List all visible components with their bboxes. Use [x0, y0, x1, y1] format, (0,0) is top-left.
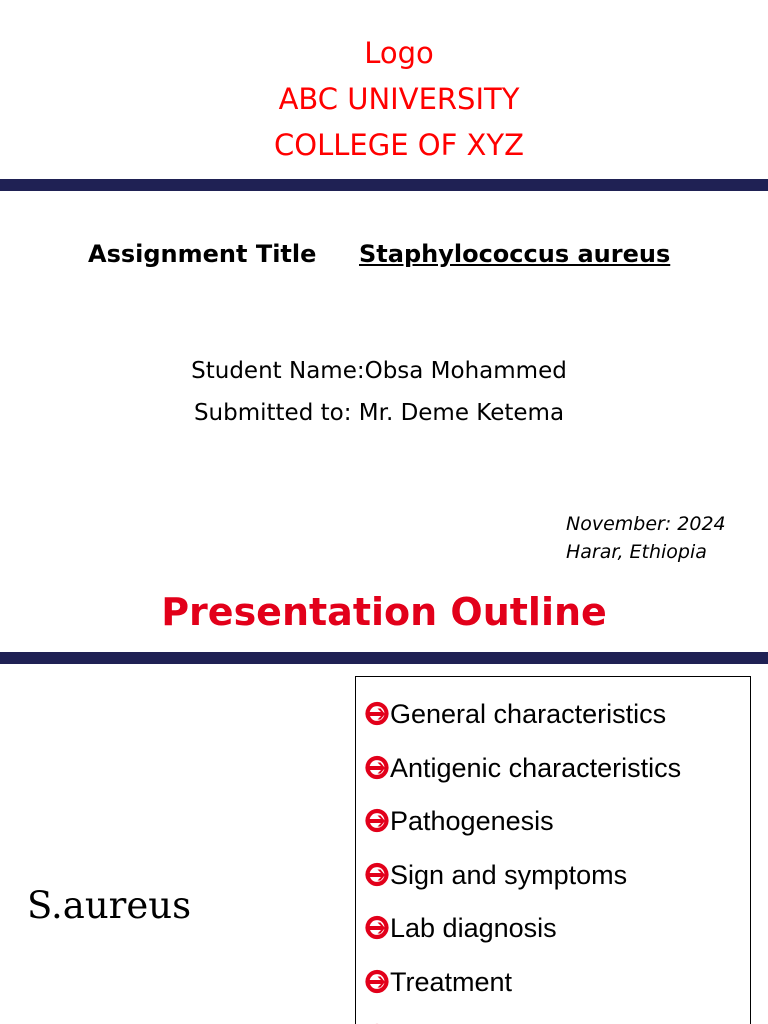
outline-item — [365, 699, 681, 753]
outline-item — [365, 967, 681, 1021]
outline-item-label: General characteristics — [390, 699, 667, 729]
university-name: ABC UNIVERSITY — [278, 82, 520, 116]
student-info — [0, 350, 758, 434]
subject-label: S.aureus — [27, 884, 192, 927]
submitted-to: Submitted to: Mr. Deme Ketema — [193, 400, 565, 426]
submission-place: Harar, Ethiopia — [566, 541, 707, 563]
outline-title: Presentation Outline — [161, 590, 607, 634]
arrow-bullet-icon — [365, 755, 390, 781]
header-block — [0, 30, 768, 168]
outline-item — [365, 806, 681, 860]
outline-item-label: Sign and symptoms — [390, 859, 628, 890]
assignment-title: Staphylococcus aureus — [359, 240, 671, 268]
college-name: COLLEGE OF XYZ — [274, 128, 524, 162]
outline-item — [365, 913, 681, 967]
submission-date: November: 2024 — [566, 513, 726, 535]
outline-item — [365, 753, 681, 807]
header-divider — [0, 179, 768, 191]
date-place — [566, 510, 726, 566]
student-name: Student Name:Obsa Mohammed — [191, 358, 567, 384]
outline-item — [365, 860, 681, 914]
assignment-label: Assignment Title — [88, 240, 317, 268]
outline-item-label: Antigenic characteristics — [390, 752, 682, 783]
logo-placeholder: Logo — [364, 36, 434, 70]
arrow-bullet-icon — [365, 969, 390, 995]
outline-item-label: Lab diagnosis — [390, 913, 557, 944]
outline-item-label: Pathogenesis — [390, 806, 554, 837]
outline-list — [365, 699, 681, 1024]
outline-divider — [0, 652, 768, 664]
arrow-bullet-icon — [365, 808, 390, 834]
outline-item-label: Treatment — [390, 966, 513, 997]
arrow-bullet-icon — [365, 701, 390, 727]
outline-item-clipped — [365, 1021, 681, 1024]
outline-box — [355, 676, 751, 1024]
arrow-bullet-icon — [365, 862, 390, 888]
arrow-bullet-icon — [365, 915, 390, 941]
